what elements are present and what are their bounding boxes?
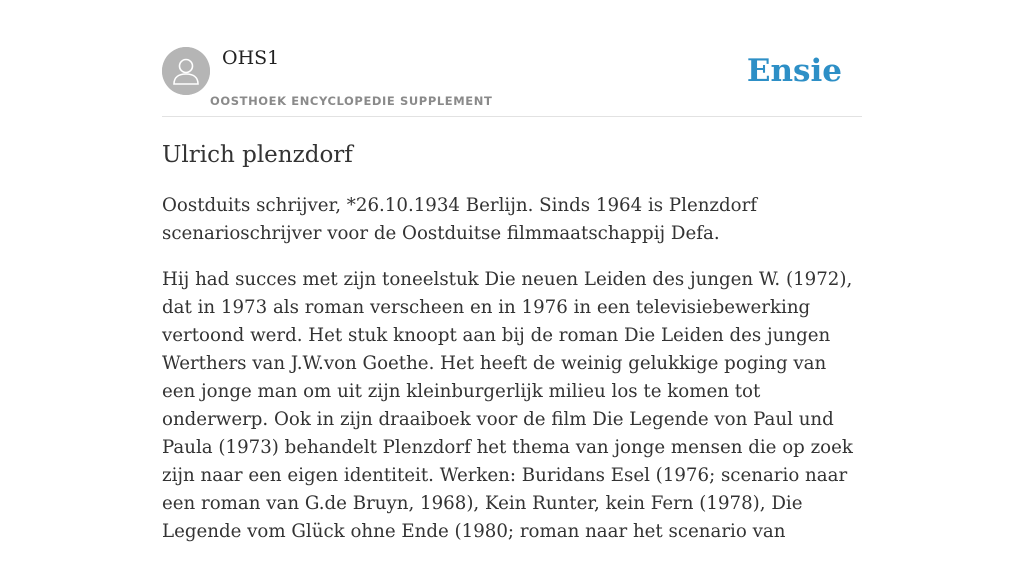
article-body [162, 192, 862, 564]
author-name[interactable]: OHS1 [222, 47, 280, 69]
user-icon[interactable] [162, 47, 210, 95]
brand-logo[interactable]: Ensie [746, 53, 842, 89]
article-paragraph: Oostduits schrijver, *26.10.1934 Berlijn. Sinds 1964 is Plenzdorf scenarioschrijver voor de Oostduitse filmmaatschappij Defa. [162, 195, 758, 244]
article-title: Ulrich plenzdorf [162, 142, 353, 168]
source-label[interactable]: OOSTHOEK ENCYCLOPEDIE SUPPLEMENT [210, 94, 493, 108]
article-paragraph: Hij had succes met zijn toneelstuk Die neuen Leiden des jungen W. (1972), dat in 1973 als roman verscheen en in 1976 in een televisiebewerking vertoond werd. Het stuk knoopt aan bij de roman Die Leiden des jungen Werthers van J.W.von Goethe. Het heeft de weinig gelukkige poging van een jonge man om uit zijn kleinburgerlijk milieu los te komen tot onderwerp. Ook in zijn draaiboek voor de film Die Legende von Paul und Paula (1973) behandelt Plenzdorf het thema van jonge mensen die op zoek zijn naar een eigen identiteit. Werken: Buridans Esel (1976; scenario naar een roman van G.de Bruyn, 1968), Kein Runter, kein Fern (1978), Die Legende vom Glück ohne Ende (1980; roman naar het scenario van [162, 269, 853, 542]
header [162, 46, 862, 117]
